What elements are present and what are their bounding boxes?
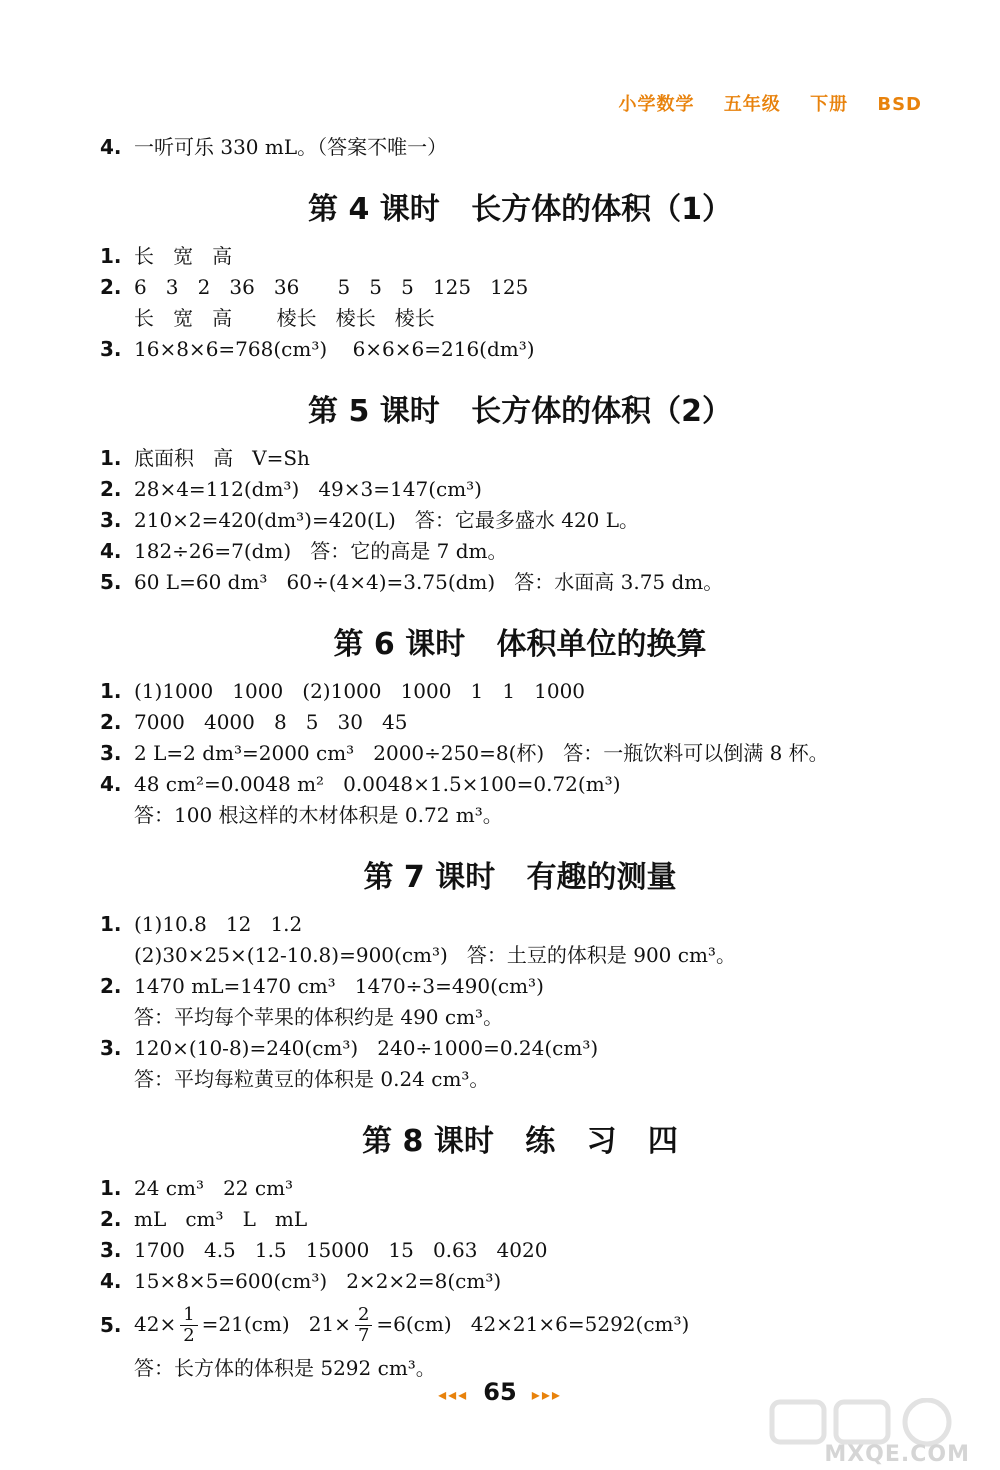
numerator: 1 bbox=[180, 1305, 197, 1326]
item-text: (1)10.8 12 1.2 bbox=[134, 912, 303, 936]
item-number bbox=[100, 303, 134, 334]
answer-line bbox=[100, 1173, 940, 1204]
item-number: 1. bbox=[100, 244, 122, 268]
section-title: 第 8 课时 练 习 四 bbox=[362, 1124, 678, 1159]
item-number: 4. bbox=[100, 539, 122, 563]
sections-container bbox=[100, 189, 940, 1297]
prev-arrows-icon: ◂◂◂ bbox=[438, 1385, 469, 1404]
item-text: 一听可乐 330 mL。（答案不唯一） bbox=[134, 135, 448, 159]
item-number bbox=[100, 940, 134, 971]
answer-line bbox=[100, 1033, 940, 1064]
item-text: 7000 4000 8 5 30 45 bbox=[134, 710, 408, 734]
item-text: (1)1000 1000 (2)1000 1000 1 1 1000 bbox=[134, 679, 586, 703]
expr-part: 42× bbox=[134, 1311, 177, 1336]
answer-line bbox=[100, 971, 940, 1002]
item-text: (2)30×25×(12-10.8)=900(cm³) 答：土豆的体积是 900 cm³。 bbox=[134, 943, 736, 967]
item-number: 2. bbox=[100, 477, 122, 501]
next-arrows-icon: ▸▸▸ bbox=[531, 1385, 562, 1404]
item-text: 15×8×5=600(cm³) 2×2×2=8(cm³) bbox=[134, 1269, 502, 1293]
item-text: 6 3 2 36 36 5 5 5 125 125 bbox=[134, 275, 529, 299]
answer-line bbox=[100, 1266, 940, 1297]
answer-line bbox=[100, 334, 940, 365]
header-volume: 下册 bbox=[810, 94, 849, 115]
answer-line bbox=[100, 272, 940, 303]
last-item-line bbox=[100, 1297, 940, 1353]
intro-line bbox=[100, 132, 940, 163]
item-text: 长 宽 高 棱长 棱长 棱长 bbox=[134, 306, 435, 330]
item-text: 120×(10-8)=240(cm³) 240÷1000=0.24(cm³) bbox=[134, 1036, 599, 1060]
answer-line bbox=[100, 940, 940, 971]
item-text: 长 宽 高 bbox=[134, 244, 233, 268]
section-title: 第 4 课时 长方体的体积（1） bbox=[308, 192, 732, 227]
item-text: 答：长方体的体积是 5292 cm³。 bbox=[134, 1356, 436, 1380]
header-edition: BSD bbox=[877, 94, 922, 115]
item-number: 3. bbox=[100, 508, 122, 532]
answer-line bbox=[100, 303, 940, 334]
item-number: 2. bbox=[100, 710, 122, 734]
answer-line bbox=[100, 474, 940, 505]
fraction-two-sevenths bbox=[355, 1305, 372, 1346]
expr-part: =6(cm) 42×21×6=5292(cm³) bbox=[376, 1311, 690, 1336]
section-title: 第 7 课时 有趣的测量 bbox=[363, 860, 677, 895]
answer-line bbox=[100, 1002, 940, 1033]
item-text: 24 cm³ 22 cm³ bbox=[134, 1176, 294, 1200]
item-number: 2. bbox=[100, 974, 122, 998]
item-number: 5. bbox=[100, 1313, 122, 1337]
header-subject: 小学数学 bbox=[618, 94, 695, 115]
item-number bbox=[100, 1002, 134, 1033]
answer-line bbox=[100, 1204, 940, 1235]
item-text: 答：平均每粒黄豆的体积是 0.24 cm³。 bbox=[134, 1067, 490, 1091]
header-grade: 五年级 bbox=[723, 94, 781, 115]
item-text: mL cm³ L mL bbox=[134, 1207, 308, 1231]
item-text: 16×8×6=768(cm³) 6×6×6=216(dm³) bbox=[134, 337, 535, 361]
item-number: 3. bbox=[100, 337, 122, 361]
item-text: 210×2=420(dm³)=420(L) 答：它最多盛水 420 L。 bbox=[134, 508, 640, 532]
answer-line bbox=[100, 1064, 940, 1095]
item-text: 182÷26=7(dm) 答：它的高是 7 dm。 bbox=[134, 539, 508, 563]
item-number bbox=[100, 1064, 134, 1095]
answer-line bbox=[100, 567, 940, 598]
item-number: 1. bbox=[100, 912, 122, 936]
item-text: 2 L=2 dm³=2000 cm³ 2000÷250=8(杯) 答：一瓶饮料可以倒满 8 杯。 bbox=[134, 741, 829, 765]
expr-part: =21(cm) 21× bbox=[201, 1311, 351, 1336]
answer-line bbox=[100, 769, 940, 800]
numerator: 2 bbox=[355, 1305, 372, 1326]
answer-line bbox=[100, 505, 940, 536]
item-number: 4. bbox=[100, 1269, 122, 1293]
item-text bbox=[134, 1305, 940, 1346]
answer-line bbox=[100, 800, 940, 831]
item-number: 3. bbox=[100, 1238, 122, 1262]
item-text: 28×4=112(dm³) 49×3=147(cm³) bbox=[134, 477, 482, 501]
page-number: 65 bbox=[483, 1378, 517, 1406]
item-number bbox=[100, 800, 134, 831]
answer-line bbox=[100, 443, 940, 474]
answer-line bbox=[100, 536, 940, 567]
section-title: 第 6 课时 体积单位的换算 bbox=[333, 627, 707, 662]
item-number: 1. bbox=[100, 679, 122, 703]
answer-line bbox=[100, 676, 940, 707]
item-number: 5. bbox=[100, 570, 122, 594]
item-number: 3. bbox=[100, 741, 122, 765]
item-number: 2. bbox=[100, 1207, 122, 1231]
section-title: 第 5 课时 长方体的体积（2） bbox=[308, 394, 732, 429]
item-text: 1470 mL=1470 cm³ 1470÷3=490(cm³) bbox=[134, 974, 544, 998]
item-text: 60 L=60 dm³ 60÷(4×4)=3.75(dm) 答：水面高 3.75 dm。 bbox=[134, 570, 724, 594]
item-number: 2. bbox=[100, 275, 122, 299]
watermark-text: MXQE.COM bbox=[824, 1442, 970, 1467]
item-number: 4. bbox=[100, 772, 122, 796]
item-number: 1. bbox=[100, 1176, 122, 1200]
item-text: 48 cm²=0.0048 m² 0.0048×1.5×100=0.72(m³) bbox=[134, 772, 621, 796]
item-text: 1700 4.5 1.5 15000 15 0.63 4020 bbox=[134, 1238, 548, 1262]
denominator: 2 bbox=[183, 1324, 195, 1346]
page-header bbox=[597, 90, 922, 116]
denominator: 7 bbox=[357, 1324, 370, 1346]
answer-line bbox=[100, 1235, 940, 1266]
answer-line bbox=[100, 241, 940, 272]
answer-content bbox=[100, 132, 940, 1384]
item-text: 答：平均每个苹果的体积约是 490 cm³。 bbox=[134, 1005, 504, 1029]
item-number: 1. bbox=[100, 446, 122, 470]
item-text: 答：100 根这样的木材体积是 0.72 m³。 bbox=[134, 803, 503, 827]
answer-line bbox=[100, 738, 940, 769]
item-text: 底面积 高 V=Sh bbox=[134, 446, 310, 470]
answer-line bbox=[100, 909, 940, 940]
item-number: 4. bbox=[100, 135, 122, 159]
fraction-one-half bbox=[180, 1305, 197, 1346]
item-number: 3. bbox=[100, 1036, 122, 1060]
answer-line bbox=[100, 707, 940, 738]
